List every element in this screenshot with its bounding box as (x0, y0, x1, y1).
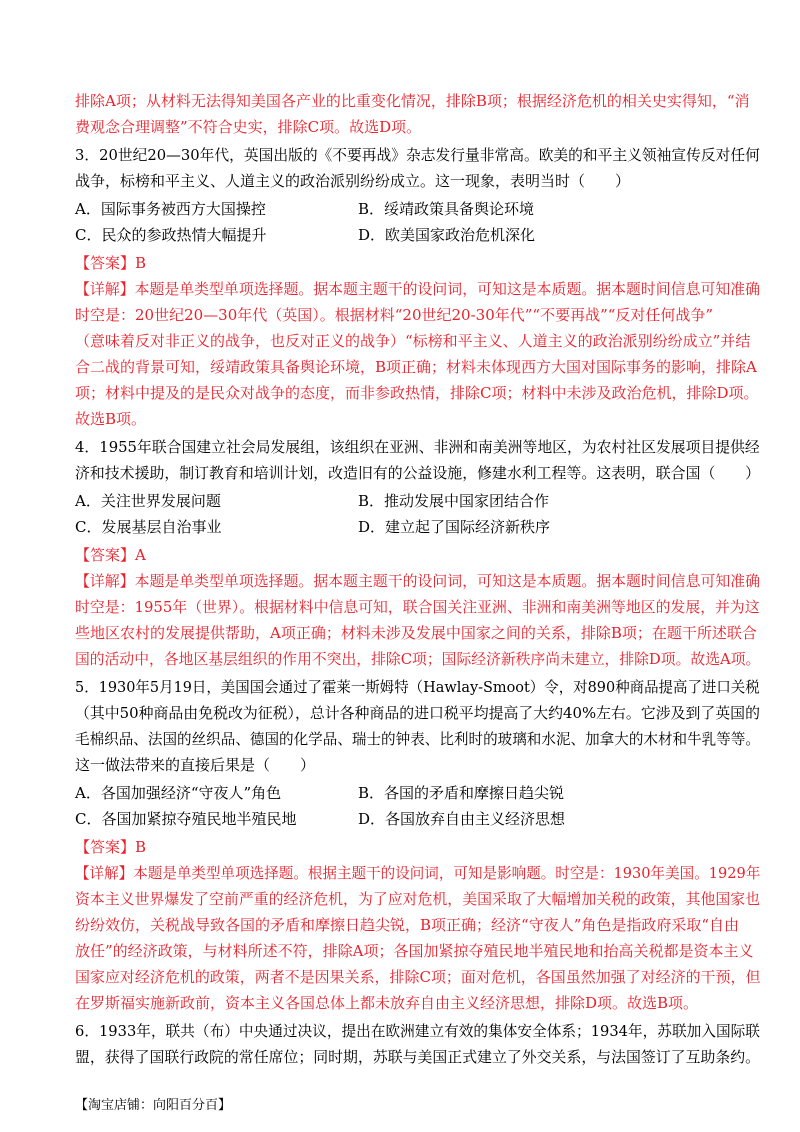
q5-stem-line: （其中50种商品由免税改为征税），总计各种商品的进口税平均提高了大约40%左右。它涉及到了英国的 (75, 704, 760, 722)
q4-stem-line: 4．1955年联合国建立社会局发展组，该组织在亚洲、非洲和南美洲等地区，为农村社区发展项目提供经 (75, 438, 760, 456)
q5-stem-line: 毛棉织品、法国的丝织品、德国的化学品、瑞士的钟表、比利时的玻璃和水泥、加拿大的木材和牛乳等等。 (75, 730, 760, 748)
prev-explanation-line: 排除A项；从材料无法得知美国各产业的比重变化情况，排除B项；根据经济危机的相关史实得知，“消 (75, 92, 750, 110)
q3-explanation-line: （意味着反对非正义的战争，也反对正义的战争）“标榜和平主义、人道主义的政治派别纷纷成立”并结 (75, 332, 751, 350)
q3-explanation-line: 合二战的背景可知，绥靖政策具备舆论环境，B项正确；材料未体现西方大国对国际事务的影响，排除A (75, 358, 757, 376)
q4-answer: 【答案】A (75, 546, 146, 564)
q5-explanation-line: 【详解】本题是单类型单项选择题。根据主题干的设问词，可知是影响题。时空是：1930年美国。1929年 (75, 864, 761, 882)
page-footer: 【淘宝店铺：向阳百分百】 (75, 1098, 232, 1113)
q3-option-c: C．民众的参政热情大幅提升 (75, 226, 267, 244)
q5-option-d: D．各国放弃自由主义经济思想 (358, 810, 566, 828)
q3-stem-line: 战争，标榜和平主义、人道主义的政治派别纷纷成立。这一现象，表明当时（ ） (75, 172, 631, 190)
q5-explanation-line: 资本主义世界爆发了空前严重的经济危机，为了应对危机，美国采取了大幅增加关税的政策，其他国家也 (75, 890, 761, 908)
q3-answer: 【答案】B (75, 254, 147, 272)
q3-explanation-line: 故选B项。 (75, 410, 147, 428)
q3-option-b: B．绥靖政策具备舆论环境 (358, 200, 535, 218)
q3-explanation-line: 【详解】本题是单类型单项选择题。据本题主题干的设问词，可知这是本质题。据本题时间信息可知准确 (75, 280, 761, 298)
q5-explanation-line: 国家应对经济危机的政策，两者不是因果关系，排除C项；面对危机，各国虽然加强了对经济的干预，但 (75, 968, 761, 986)
prev-explanation-line: 费观念合理调整”不符合史实，排除C项。故选D项。 (75, 118, 422, 136)
q5-option-b: B．各国的矛盾和摩擦日趋尖锐 (358, 784, 565, 802)
q5-option-c: C．各国加紧掠夺殖民地半殖民地 (75, 810, 297, 828)
q3-option-a: A．国际事务被西方大国操控 (75, 200, 266, 218)
q4-explanation-line: 些地区农村的发展提供帮助，A项正确；材料未涉及发展中国家之间的关系，排除B项；在题干所述联合 (75, 624, 757, 642)
q4-explanation-line: 时空是：1955年（世界）。根据材料中信息可知，联合国关注亚洲、非洲和南美洲等地区的发展，并为这 (75, 598, 760, 616)
q6-stem-line: 盟，获得了国联行政院的常任席位；同时期，苏联与美国正式建立了外交关系，与法国签订了互助条约。 (75, 1048, 761, 1066)
q5-answer: 【答案】B (75, 838, 147, 856)
q4-stem-line: 济和技术援助，制订教育和培训计划，改造旧有的公益设施，修建水利工程等。这表明，联合国（ ） (75, 464, 761, 482)
q4-explanation-line: 【详解】本题是单类型单项选择题。据本题主题干的设问词，可知这是本质题。据本题时间信息可知准确 (75, 572, 761, 590)
q3-option-d: D．欧美国家政治危机深化 (358, 226, 536, 244)
q5-option-a: A．各国加强经济“守夜人”角色 (75, 784, 282, 802)
q5-explanation-line: 纷纷效仿，关税战导致各国的矛盾和摩擦日趋尖锐，B项正确；经济“守夜人”角色是指政府采取“自由 (75, 916, 740, 934)
q5-explanation-line: 在罗斯福实施新政前，资本主义各国总体上都未放弃自由主义经济思想，排除D项。故选B项。 (75, 994, 699, 1012)
q4-option-d: D．建立起了国际经济新秩序 (358, 518, 551, 536)
q3-explanation-line: 项；材料中提及的是民众对战争的态度，而非参政热情，排除C项；材料中未涉及政治危机，排除D项。 (75, 384, 759, 402)
q5-stem-line: 这一做法带来的直接后果是（ ） (75, 756, 316, 774)
q4-option-c: C．发展基层自治事业 (75, 518, 222, 536)
q3-explanation-line: 时空是：20世纪20—30年代（英国）。根据材料“20世纪20-30年代”“不要再战”“反对任何战争” (75, 306, 714, 324)
q4-option-a: A．关注世界发展问题 (75, 492, 221, 510)
q5-stem-line: 5．1930年5月19日，美国国会通过了霍莱一斯姆特（Hawlay-Smoot）令，对890种商品提高了进口关税 (75, 678, 760, 696)
q4-option-b: B．推动发展中国家团结合作 (358, 492, 550, 510)
q3-stem-line: 3．20世纪20—30年代，英国出版的《不要再战》杂志发行量非常高。欧美的和平主义领袖宣传反对任何 (75, 146, 760, 164)
q5-explanation-line: 放任”的经济政策，与材料所述不符，排除A项；各国加紧掠夺殖民地半殖民地和抬高关税都是资本主义 (75, 942, 754, 960)
q6-stem-line: 6．1933年，联共（布）中央通过决议，提出在欧洲建立有效的集体安全体系；1934年，苏联加入国际联 (75, 1022, 760, 1040)
q4-explanation-line: 国的活动中，各地区基层组织的作用不突出，排除C项；国际经济新秩序尚未建立，排除D项。故选A项。 (75, 650, 761, 668)
